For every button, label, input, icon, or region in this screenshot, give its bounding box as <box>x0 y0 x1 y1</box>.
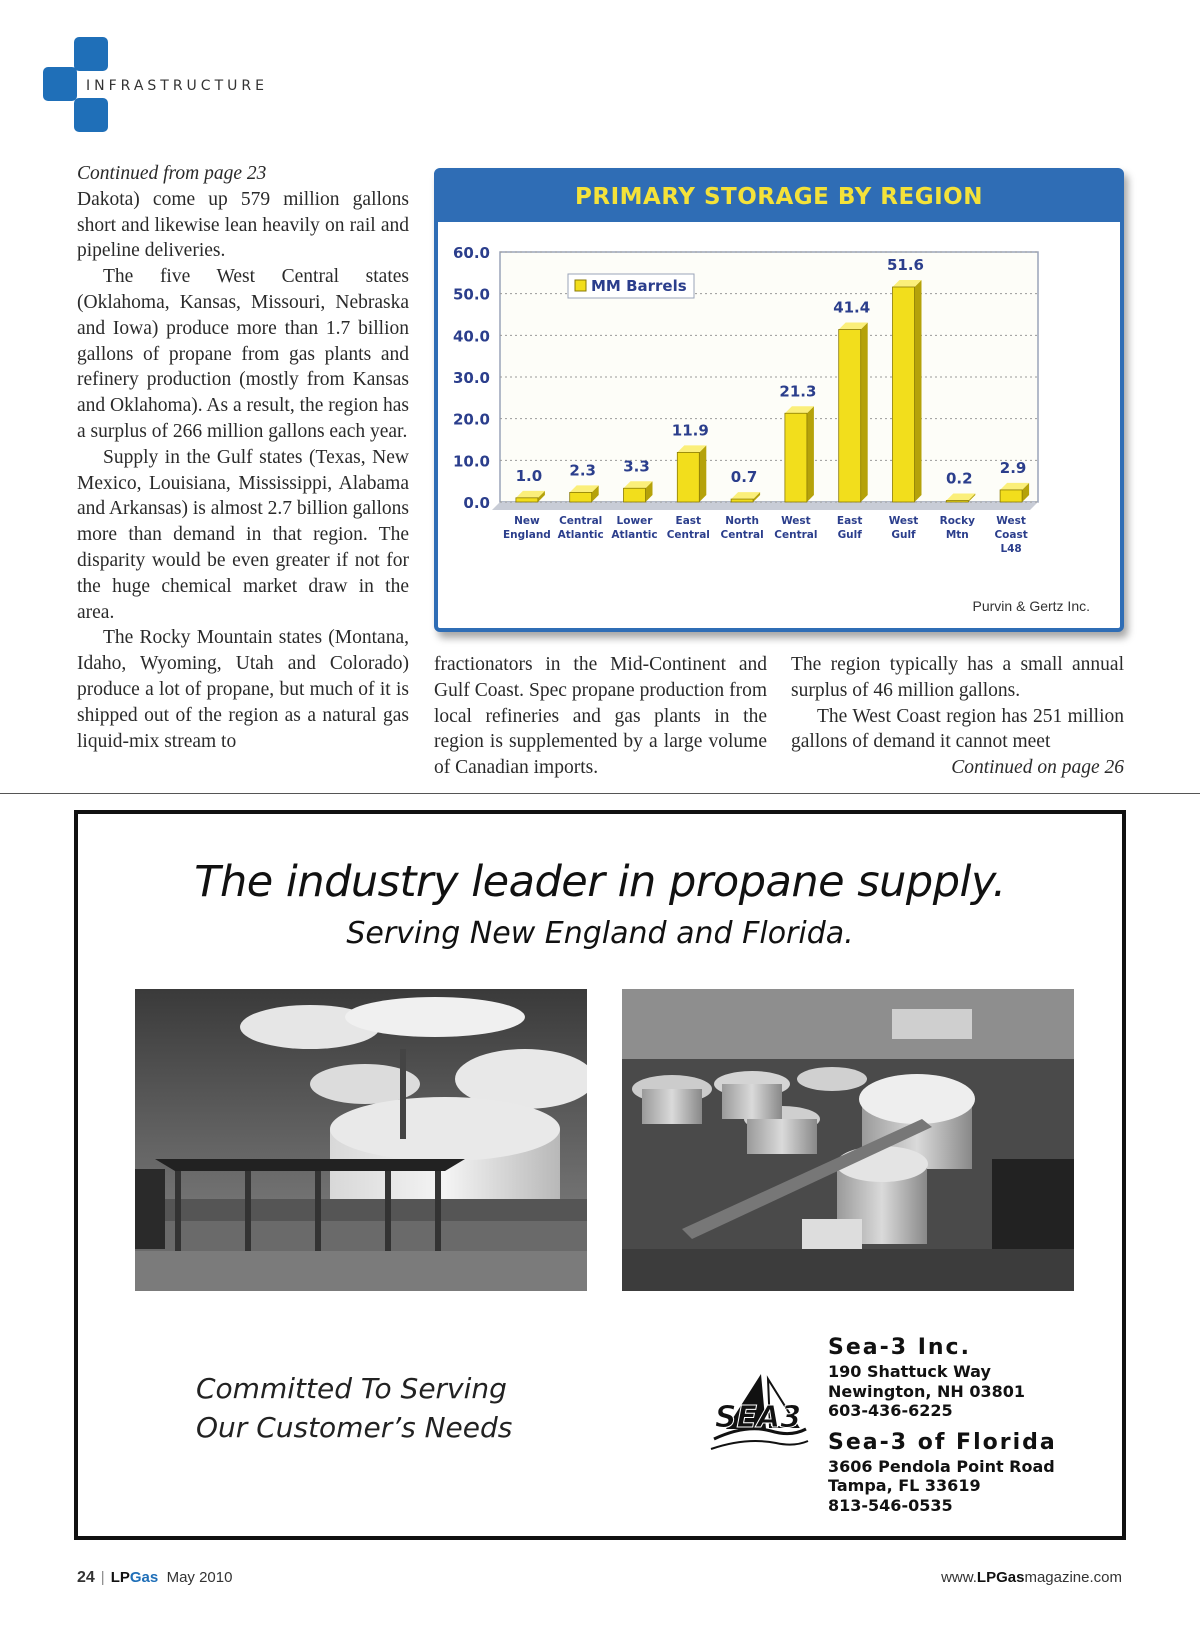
y-tick-label: 20.0 <box>452 410 490 429</box>
url-suffix: magazine.com <box>1024 1569 1122 1586</box>
bar-value-label: 11.9 <box>671 421 709 440</box>
section-label: INFRASTRUCTURE <box>86 78 268 94</box>
ad-tagline-line: Committed To Serving <box>196 1372 507 1405</box>
office-address: 190 Shattuck Way <box>828 1362 991 1381</box>
office-sea3-inc <box>828 1334 1057 1421</box>
legend-label: MM Barrels <box>591 277 687 295</box>
divider <box>0 793 1200 794</box>
footer-folio <box>77 1569 232 1587</box>
article-column-2 <box>434 652 767 781</box>
x-tick-label: North Central <box>720 515 764 541</box>
paragraph: The region typically has a small annual surplus of 46 million gallons. <box>791 654 1124 701</box>
sea3-advertisement[interactable] <box>74 810 1126 1540</box>
marker-square-left <box>43 67 77 101</box>
article-column-1 <box>77 161 409 754</box>
bar-side <box>915 280 922 502</box>
y-tick-label: 40.0 <box>452 327 490 346</box>
legend-swatch <box>575 280 586 291</box>
chart-title-bar <box>438 172 1120 222</box>
ad-contact-block <box>828 1334 1057 1515</box>
terminal-aerial-image <box>622 989 1074 1291</box>
tank-loading-rack-photo <box>135 989 587 1291</box>
x-tick-label: East Central <box>666 515 710 541</box>
url-gas: Gas <box>996 1569 1025 1586</box>
x-tick-label: New England <box>502 515 551 541</box>
continued-on: Continued on page 26 <box>951 757 1124 779</box>
url-prefix: www. <box>941 1569 977 1586</box>
marker-square-bottom <box>74 98 108 132</box>
magazine-name-lp: LP <box>110 1569 130 1586</box>
bar-value-label: 1.0 <box>515 466 543 485</box>
x-tick-label: East Gulf <box>836 515 863 541</box>
y-tick-label: 50.0 <box>452 285 490 304</box>
issue-date: May 2010 <box>166 1569 233 1586</box>
magazine-name-gas: Gas <box>129 1569 159 1586</box>
bar-value-label: 2.9 <box>999 458 1027 477</box>
bar <box>839 330 861 503</box>
ad-tagline <box>196 1369 512 1447</box>
x-tick-label: Central Atlantic <box>557 515 604 541</box>
bar <box>624 488 646 502</box>
office-city: Tampa, FL 33619 <box>828 1476 981 1495</box>
office-phone[interactable]: 603-436-6225 <box>828 1401 953 1420</box>
y-tick-label: 30.0 <box>452 369 490 387</box>
paragraph: The five West Central states (Oklahoma, Kansas, Missouri, Nebraska and Iowa) produce more than 1.7 billion gallons of propane from gas plants and refinery production (mostly from Kansas and Oklahoma). As a result, the region has a surplus of 266 million gallons each year. <box>77 266 409 442</box>
plot-floor <box>492 502 1038 510</box>
article-column-3 <box>791 652 1124 781</box>
page-number: 24 <box>77 1569 95 1586</box>
bar-value-label: 2.3 <box>569 461 596 480</box>
continued-from: Continued from page 23 <box>77 163 267 184</box>
url-lp: LP <box>976 1569 997 1586</box>
bar-value-label: 0.2 <box>946 469 973 488</box>
paragraph: The Rocky Mountain states (Montana, Idaho, Wyoming, Utah and Colorado) produce a lot of propane, but much of it is shipped out of the region as a natural gas liquid-mix stream to <box>77 627 409 752</box>
y-tick-label: 0.0 <box>463 494 490 512</box>
x-tick-label: Lower Atlantic <box>611 515 658 541</box>
footer-separator: | <box>100 1569 105 1586</box>
office-phone[interactable]: 813-546-0535 <box>828 1495 953 1515</box>
x-tick-label: Rocky Mtn <box>939 515 975 541</box>
office-sea3-florida <box>828 1429 1057 1516</box>
bar-value-label: 51.6 <box>886 256 925 274</box>
ad-headline: The industry leader in propane supply. <box>194 857 1006 907</box>
chart-title: PRIMARY STORAGE BY REGION <box>575 184 983 210</box>
paragraph: Supply in the Gulf states (Texas, New Mexico, Louisiana, Mississippi, Alabama and Arkansas) is almost 2.7 billion gallons more than demand in that region. The disparity would be even greater if not for the huge chemical market draw in the area. <box>77 446 410 623</box>
y-tick-label: 10.0 <box>452 452 490 471</box>
office-address: 3606 Pendola Point Road <box>828 1456 1055 1476</box>
sea3-logo <box>706 1369 811 1459</box>
logo-text: SEA3 <box>714 1400 802 1435</box>
paragraph: The West Coast region has 251 million gallons of demand it cannot meet <box>791 705 1124 753</box>
sea3-logo-graphic <box>706 1369 811 1459</box>
bar-value-label: 3.3 <box>623 457 650 476</box>
chart-plot <box>438 222 1120 628</box>
bar-side <box>861 323 868 503</box>
bar <box>785 413 807 502</box>
bar-value-label: 21.3 <box>779 382 817 401</box>
bar <box>1000 490 1022 502</box>
office-company: Sea-3 of Florida <box>828 1429 1057 1455</box>
footer-url[interactable] <box>941 1569 1122 1586</box>
y-tick-label: 60.0 <box>452 244 490 262</box>
bar <box>570 492 592 502</box>
office-city: Newington, NH 03801 <box>828 1381 1026 1401</box>
ad-subhead: Serving New England and Florida. <box>346 916 854 951</box>
x-tick-label: West Central <box>774 515 818 541</box>
paragraph: fractionators in the Mid-Continent and Gulf Coast. Spec propane production from local refineries and gas plants in the region is supplemented by a large volume of Canadian imports. <box>434 654 767 779</box>
x-tick-label: West Gulf <box>888 515 919 541</box>
bar <box>946 501 968 503</box>
marker-square-top <box>74 37 108 71</box>
office-company: Sea-3 Inc. <box>828 1335 971 1360</box>
bar-value-label: 41.4 <box>833 298 871 317</box>
x-tick-label: West Coast L48 <box>994 515 1028 555</box>
bar <box>893 287 915 502</box>
bar-side <box>699 445 706 502</box>
bar <box>731 499 753 502</box>
ad-tagline-line: Our Customer’s Needs <box>196 1411 513 1444</box>
tank-loading-rack-image <box>135 989 587 1291</box>
bar <box>677 452 699 502</box>
bar-value-label: 0.7 <box>730 468 758 487</box>
bar-side <box>807 406 814 502</box>
storage-chart <box>434 168 1124 632</box>
paragraph: Dakota) come up 579 million gallons short and likewise lean heavily on rail and pipeline deliveries. <box>77 188 409 262</box>
chart-credit: Purvin & Gertz Inc. <box>972 598 1090 614</box>
bar <box>516 498 538 502</box>
terminal-aerial-photo <box>622 989 1074 1291</box>
